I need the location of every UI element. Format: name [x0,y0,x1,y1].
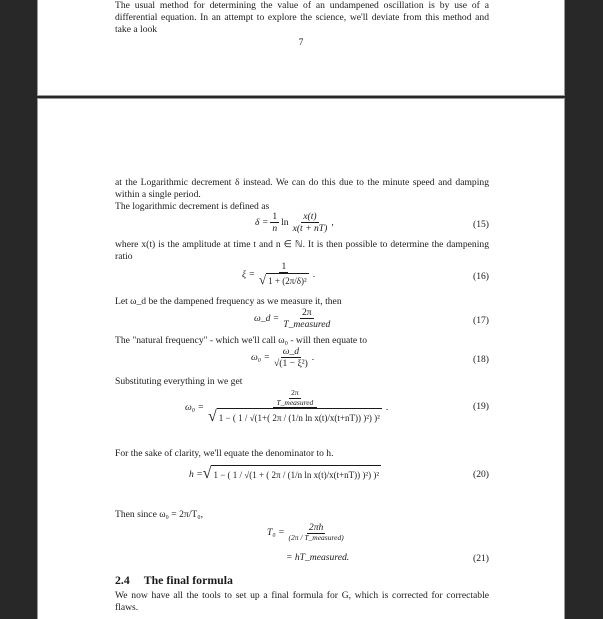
eq17-den: T_measured [283,319,331,331]
paragraph-then-since [115,509,489,521]
eq15-den: x(t + nT) [292,223,328,235]
eq19-radicand: 1 − ( 1 / √(1+( 2π / (1/n ln x(t)/x(t+nT)) )²) )² [217,408,382,426]
eq16-num: 1 [281,261,287,272]
eq19-sqrt [208,408,382,426]
eq20-radical-sign: √ [202,465,212,482]
equation-21 [115,522,489,566]
paragraph-logarithmic-decrement-intro [115,177,489,212]
eq16-lhs: ξ = [242,268,255,280]
eq19-trail: . [385,402,389,414]
eq18-fraction [272,346,310,369]
para9-text: We now have all the tools to set up a final formula for G, which is corrected for correctable flaws. [115,590,489,613]
eq15-frac-num: 1 [272,211,278,222]
eq20-lhs: h = [189,468,203,480]
equation-20 [115,465,489,495]
equation-18 [115,346,489,374]
eq19-num [273,389,318,408]
eq18-trail: . [311,352,315,364]
equation-17 [115,307,489,333]
eq16-radicand: 1 + (2π/δ)² [266,273,309,288]
para4-text: Let ω_d be the dampened frequency as we measure it, then [115,296,342,307]
equation-19 [115,389,489,441]
eq19-lhs: ω₀ = [185,402,204,414]
pdf-page-8 [38,99,564,619]
eq19-radical-sign: √ [207,408,217,426]
eq17-fraction [281,307,332,330]
equation-number-17: (17) [473,315,489,326]
equation-number-19: (19) [473,401,489,412]
eq17-lhs: ω_d = [254,313,280,325]
pdf-page-7 [38,0,564,95]
eq21-den: (2π / T_measured) [288,533,344,543]
para6-text: Substituting everything in we get [115,376,243,387]
eq17-num: 2π [301,307,312,318]
eq16-den [257,273,311,288]
paragraph-clarity [115,448,489,460]
para2-text: The logarithmic decrement is defined as [115,200,270,212]
eq15-fraction-amplitude [291,211,330,234]
section-number: 2.4 [115,573,130,587]
paragraph-undampened-oscillation: The usual method for determining the value of an undampened oscillation is by use of a differential equation. In an attempt to explore the science, we'll deviate from this method and take a look [115,0,489,35]
eq19-den [206,408,384,426]
eq15-lhs: δ = [255,217,269,229]
equation-number-18: (18) [473,354,489,365]
eq16-sqrt [259,273,309,288]
paragraph-substituting [115,376,489,388]
equation-number-20: (20) [473,469,489,480]
equation-number-16: (16) [473,271,489,282]
eq20-radicand: 1 − ( 1 / √(1 + ( 2π / (1/n ln x(t)/x(t+nT)) )²) )² [211,465,381,483]
eq18-lhs: ω₀ = [251,352,270,364]
para8-text: Then since ω₀ = 2π/T₀, [115,509,203,520]
equation-number-21: (21) [473,553,489,564]
page-number: 7 [298,37,304,48]
eq15-frac-den: n [272,223,278,235]
eq21-lhs: T₀ = [267,526,285,538]
section-heading-final-formula [115,573,233,588]
equation-16 [115,261,489,291]
paragraph-final-formula-intro [115,590,489,614]
eq19-fraction [206,389,384,427]
eq21-line2: = hT_measured. [286,552,350,563]
para1-text: at the Logarithmic decrement δ instead. We can do this due to the minute speed and damping within a single period. [115,177,489,200]
eq15-ln: ln [281,217,289,229]
equation-15 [115,211,489,237]
eq18-num: ω_d [282,346,300,357]
eq18-den: √(1 − ξ²) [273,358,308,370]
para5-text: The "natural frequency" - which we'll call ω₀ - will then equate to [115,335,368,346]
eq15-fraction-1-over-n [270,211,279,234]
eq15-trail: , [331,217,334,229]
paragraph-amplitude-definition: where x(t) is the amplitude at time t and n ∈ ℕ. It is then possible to determine the dampening ratio [115,239,489,262]
eq21-fraction [287,522,346,543]
eq19-num-num: 2π [291,388,299,397]
eq19-num-den: T_measured [276,397,314,407]
eq15-num: x(t) [303,211,317,222]
eq16-trail: . [312,268,316,280]
eq16-fraction [257,261,311,288]
section-title: The final formula [143,573,233,587]
eq16-radical-sign: √ [258,272,267,288]
para7-text: For the sake of clarity, we'll equate the denominator to h. [115,448,334,459]
eq21-num: 2πh [308,522,324,533]
eq20-sqrt [203,465,381,483]
equation-number-15: (15) [473,219,489,230]
